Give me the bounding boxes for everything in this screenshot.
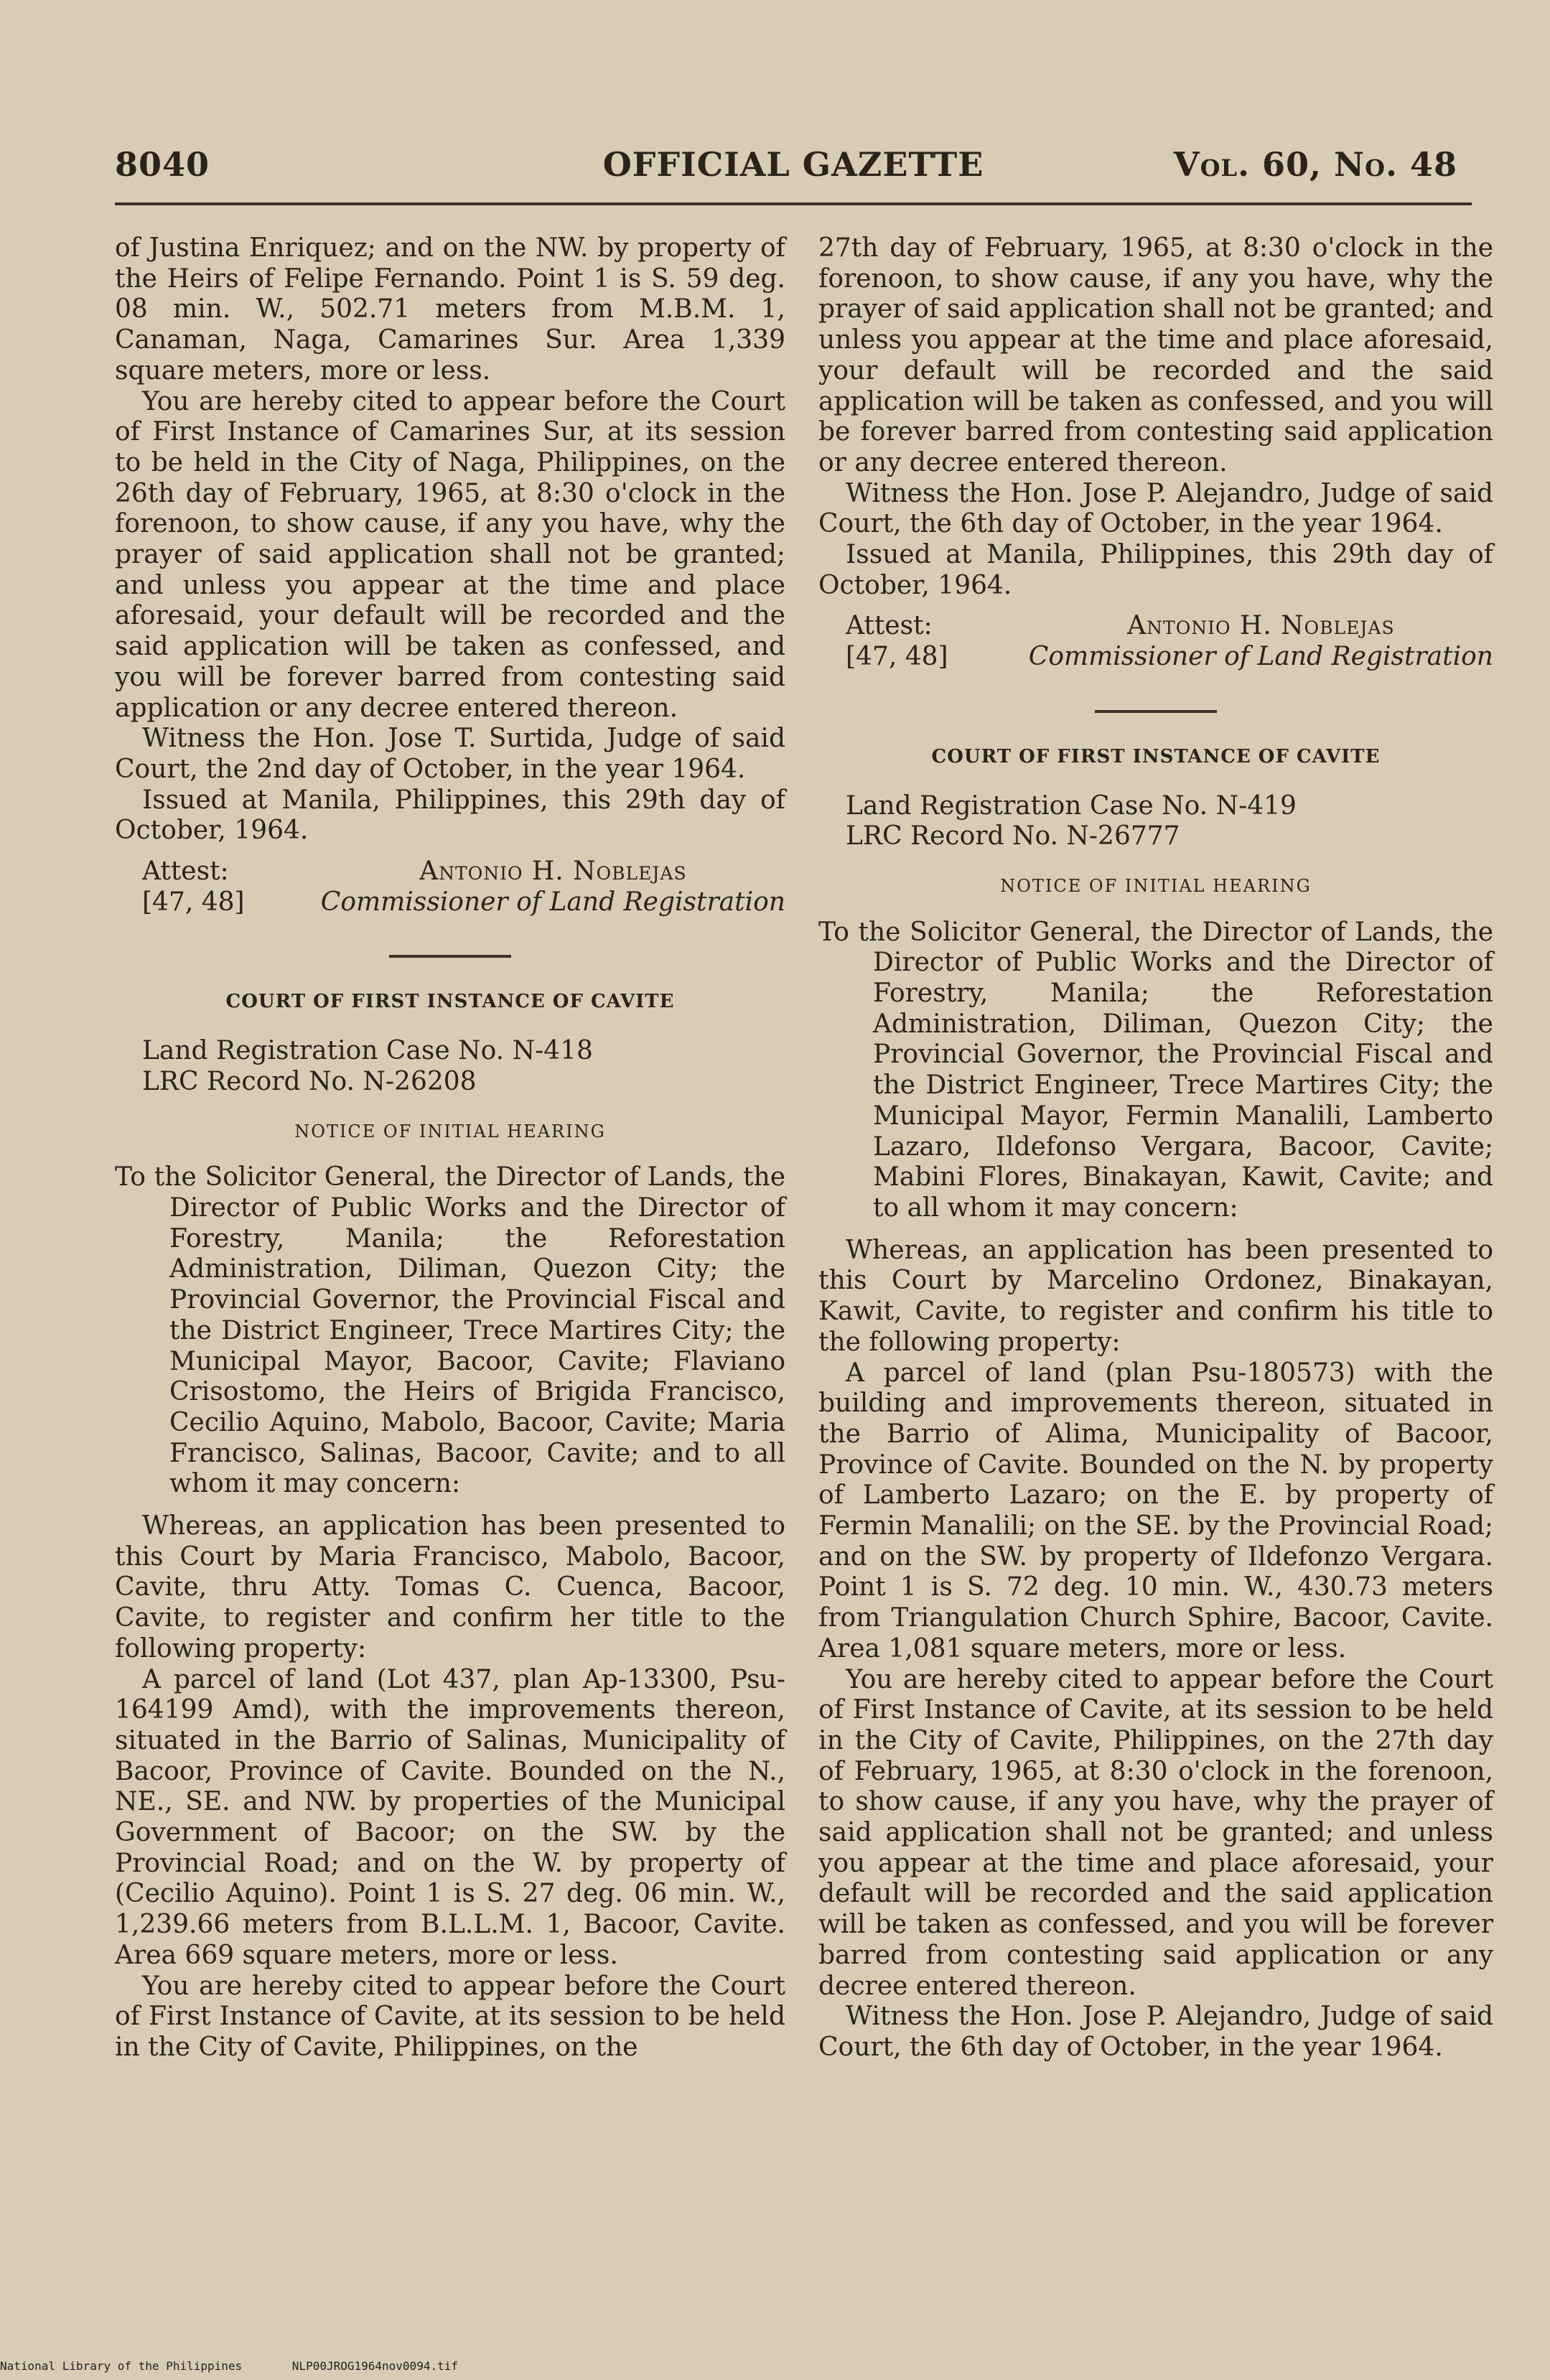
witness-paragraph: Witness the Hon. Jose P. Alejandro, Judge of said Court, the 6th day of October, in the year 1964. (818, 478, 1493, 539)
attest-name: Antonio H. Noblejas (419, 857, 687, 887)
attest-name: Antonio H. Noblejas (1127, 611, 1395, 641)
cited-paragraph: You are hereby cited to appear before the Court of First Instance of Cavite, at its session to be held in the City of Cavite, Philippines, on the 27th day of February, 1965, at 8:30 o'clock in the forenoon, to show cause, if any you have, why the prayer of said application shall not be granted; and unless you appear at the time and place aforesaid, your default will be recorded and the said application will be taken as confessed, and you will be forever barred from contesting said application or any decree entered thereon. (818, 1664, 1493, 2001)
volume-number: Vol. 60, No. 48 (1173, 145, 1457, 184)
address-paragraph: To the Solicitor General, the Director of Lands, the Director of Public Works and the Director of Forestry, Manila; the Reforestation Administration, Diliman, Quezon City; the Provincial Governor, the Provincial Fiscal and the District Engineer, Trece Martires City; the Municipal Mayor, Bacoor, Cavite; Flaviano Crisostomo, the Heirs of Brigida Francisco, Cecilio Aquino, Mabolo, Bacoor, Cavite; Maria Francisco, Salinas, Bacoor, Cavite; and to all whom it may concern: (115, 1162, 785, 1499)
right-column (818, 233, 1493, 2063)
continued-paragraph: 27th day of February, 1965, at 8:30 o'clock in the forenoon, to show cause, if any you have, why the prayer of said application shall not be granted; and unless you appear at the time and place aforesaid, your default will be recorded and the said application will be taken as confessed, and you will be forever barred from contesting said application or any decree entered thereon. (818, 233, 1493, 477)
attest-label: Attest: (846, 611, 933, 641)
whereas-paragraph: Whereas, an application has been presented to this Court by Maria Francisco, Mabolo, Bacoor, Cavite, thru Atty. Tomas C. Cuenca, Bacoor, Cavite, to register and confirm her title to the following property: (115, 1511, 785, 1663)
parcel-paragraph: A parcel of land (plan Psu-180573) with the building and improvements thereon, situated in the Barrio of Alima, Municipality of Bacoor, Province of Cavite. Bounded on the N. by property of Lamberto Lazaro; on the E. by property of Fermin Manalili; on the SE. by the Provincial Road; and on the SW. by property of Ildefonzo Vergara. Point 1 is S. 72 deg. 10 min. W., 430.73 meters from Triangulation Church Sphire, Bacoor, Cavite. Area 1,081 square meters, more or less. (818, 1358, 1493, 1663)
attest-block (818, 611, 1493, 672)
continued-paragraph: of Justina Enriquez; and on the NW. by property of the Heirs of Felipe Fernando. Point 1 is S. 59 deg. 08 min. W., 502.71 meters from M.B.M. 1, Canaman, Naga, Camarines Sur. Area 1,339 square meters, more or less. (115, 233, 785, 386)
court-heading: COURT OF FIRST INSTANCE OF CAVITE (225, 991, 675, 1013)
page-number: 8040 (115, 145, 210, 184)
attest-label: Attest: (142, 857, 229, 887)
parcel-paragraph: A parcel of land (Lot 437, plan Ap-13300, Psu-164199 Amd), with the improvements thereon, situated in the Barrio of Salinas, Municipality of Bacoor, Province of Cavite. Bounded on the N., NE., SE. and NW. by properties of the Municipal Government of Bacoor; on the SW. by the Provincial Road; and on the W. by property of (Cecilio Aquino). Point 1 is S. 27 deg. 06 min. W., 1,239.66 meters from B.L.L.M. 1, Bacoor, Cavite. Area 669 square meters, more or less. (115, 1664, 785, 1970)
attest-ref: [47, 48] (142, 887, 245, 917)
address-paragraph: To the Solicitor General, the Director of Lands, the Director of Public Works and the Director of Forestry, Manila; the Reforestation Administration, Diliman, Quezon City; the Provincial Governor, the Provincial Fiscal and the District Engineer, Trece Martires City; the Municipal Mayor, Fermin Manalili, Lamberto Lazaro, Ildefonso Vergara, Bacoor, Cavite; Mabini Flores, Binakayan, Kawit, Cavite; and to all whom it may concern: (818, 917, 1493, 1223)
notice-heading: NOTICE OF INITIAL HEARING (294, 1121, 606, 1142)
whereas-paragraph: Whereas, an application has been presented to this Court by Marcelino Ordonez, Binakayan, Kawit, Cavite, to register and confirm his title to the following property: (818, 1235, 1493, 1357)
cited-paragraph: You are hereby cited to appear before the Court of First Instance of Camarines Sur, at its session to be held in the City of Naga, Philippines, on the 26th day of February, 1965, at 8:30 o'clock in the forenoon, to show cause, if any you have, why the prayer of said application shall not be granted; and unless you appear at the time and place aforesaid, your default will be recorded and the said application will be taken as confessed, and you will be forever barred from contesting said application or any decree entered thereon. (115, 386, 785, 723)
cited-paragraph: You are hereby cited to appear before the Court of First Instance of Cavite, at its session to be held in the City of Cavite, Philippines, on the (115, 1971, 785, 2062)
publication-title: OFFICIAL GAZETTE (602, 145, 984, 184)
notice-heading: NOTICE OF INITIAL HEARING (1000, 875, 1312, 896)
header-rule (115, 202, 1472, 205)
issued-paragraph: Issued at Manila, Philippines, this 29th day of October, 1964. (818, 540, 1493, 600)
section-divider (1095, 710, 1217, 713)
library-credit: National Library of the Philippines (0, 2359, 243, 2373)
attest-title: Commissioner of Land Registration (320, 887, 785, 917)
scan-filename: NLP00JROG1964nov0094.tif (291, 2359, 458, 2373)
scan-footer (0, 2359, 501, 2373)
witness-paragraph: Witness the Hon. Jose T. Surtida, Judge of said Court, the 2nd day of October, in the year 1964. (115, 724, 785, 784)
witness-paragraph: Witness the Hon. Jose P. Alejandro, Judge of said Court, the 6th day of October, in the year 1964. (818, 2002, 1493, 2062)
court-heading: COURT OF FIRST INSTANCE OF CAVITE (931, 745, 1381, 767)
record-number: LRC Record No. N-26208 (142, 1066, 477, 1096)
attest-block (115, 857, 785, 918)
left-column (115, 233, 785, 2063)
section-divider (389, 955, 511, 958)
attest-ref: [47, 48] (846, 642, 948, 672)
issued-paragraph: Issued at Manila, Philippines, this 29th day of October, 1964. (115, 785, 785, 846)
record-number: LRC Record No. N-26777 (846, 821, 1180, 851)
case-number: Land Registration Case No. N-418 (142, 1036, 593, 1066)
case-number: Land Registration Case No. N-419 (846, 790, 1297, 821)
attest-title: Commissioner of Land Registration (1028, 642, 1493, 672)
page-header (115, 141, 1472, 192)
